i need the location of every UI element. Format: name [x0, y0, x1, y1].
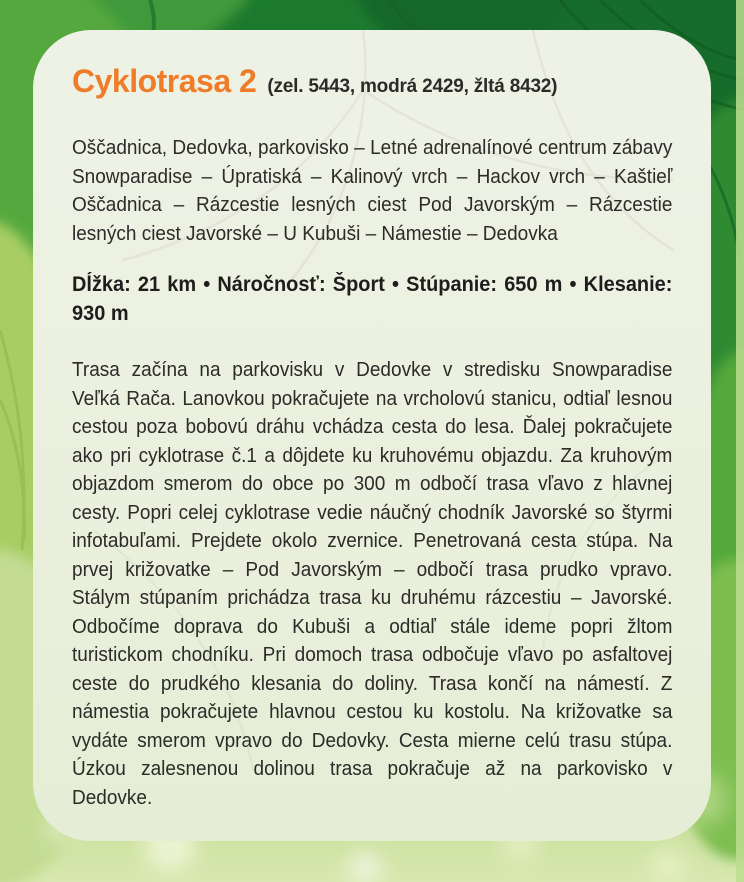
- route-card: [33, 30, 711, 841]
- page-title: [72, 64, 672, 104]
- route-card-content: [72, 64, 672, 812]
- route-stats: Dĺžka: 21 km • Náročnosť: Šport • Stúpanie: 650 m • Klesanie: 930 m: [72, 273, 673, 325]
- route-description: Trasa začína na parkovisku v Dedovke v stredisku Snowparadise Veľká Rača. Lanovkou pokračujete na vrcholovú stanicu, odtiaľ lesnou cestou poza bobovú dráhu vchádza cesta do lesa. Ďalej pokračujete ako pri cyklotrase č.1 a dôjdete ku kruhovému objazdu. Za kruhovým objazdom smerom do obce po 300 m odbočí trasa vľavo z hlavnej cesty. Popri celej cyklotrase vedie náučný chodník Javorské so štyrmi infotabuľami. Prejdete okolo zvernice. Penetrovaná cesta stúpa. Na prvej križovatke – Pod Javorským – odbočí trasa prudko vpravo. Stálym stúpaním prichádza trasa ku druhému rázcestiu – Javorské. Odbočíme doprava do Kubuši a odtiaľ stále ideme popri žltom turistickom chodníku. Pri domoch trasa odbočuje vľavo po asfaltovej ceste do prudkého klesania do doliny. Trasa končí na námestí. Z námestia pokračujete hlavnou cestou ku kostolu. Na križovatke sa vydáte smerom vpravo do Dedovky. Cesta mierne celú trasu stúpa. Úzkou zalesnenou dolinou trasa pokračuje až na parkovisko v Dedovke.: [72, 359, 673, 809]
- route-title: Cyklotrasa 2: [72, 63, 257, 99]
- route-trail-codes: (zel. 5443, modrá 2429, žltá 8432): [267, 76, 558, 97]
- route-waypoints-summary: Oščadnica, Dedovka, parkovisko – Letné adrenalínové centrum zábavy Snowparadise – Úpratiská – Kalinový vrch – Hackov vrch – Kaštieľ Oščadnica – Rázcestie lesných ciest Pod Javorským – Rázcestie lesných ciest Javorské – U Kubuši – Námestie – Dedovka: [72, 137, 673, 245]
